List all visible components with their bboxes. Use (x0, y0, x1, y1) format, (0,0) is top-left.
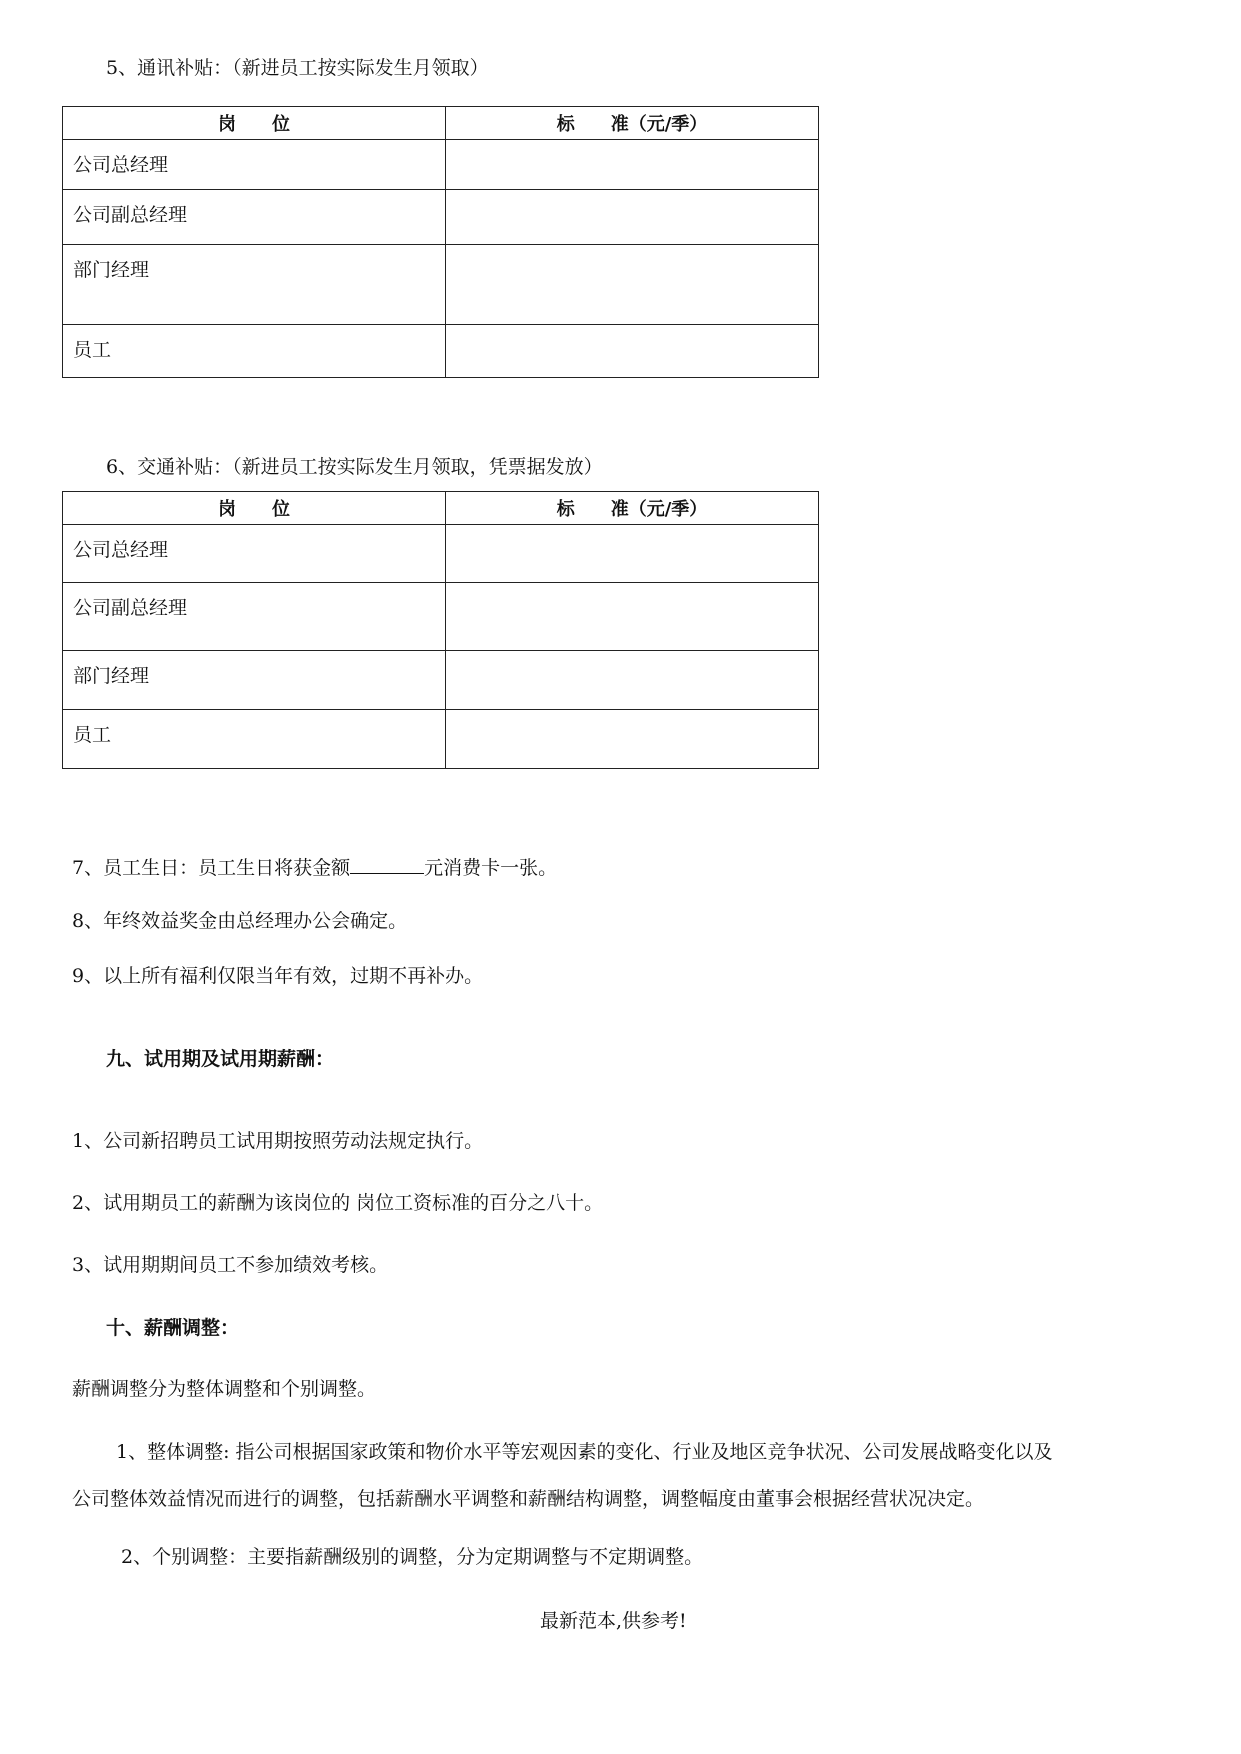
comm-allowance-table (62, 106, 819, 378)
ten-intro: 薪酬调整分为整体调整和个别调整。 (72, 1378, 377, 1400)
amount-blank (350, 853, 424, 874)
position-cell: 员工 (63, 325, 446, 378)
section-nine-title: 九、试用期及试用期薪酬： (106, 1048, 335, 1070)
standard-cell (446, 710, 819, 769)
table-row (63, 245, 819, 325)
nine-item-3: 3、试用期期间员工不参加绩效考核。 (72, 1254, 389, 1276)
standard-cell (446, 525, 819, 583)
position-cell: 公司总经理 (63, 140, 446, 190)
ten-item-2: 2、个别调整：主要指薪酬级别的调整，分为定期调整与不定期调整。 (121, 1546, 704, 1568)
standard-cell (446, 651, 819, 710)
standard-cell (446, 583, 819, 651)
ten-item-1-line-1: 1、整体调整: 指公司根据国家政策和物价水平等宏观因素的变化、行业及地区竞争状况、公司发展战略变化以及 (116, 1441, 1053, 1463)
section5-heading: 5、通讯补贴：（新进员工按实际发生月领取） (106, 57, 489, 79)
nine-item-1: 1、公司新招聘员工试用期按照劳动法规定执行。 (72, 1130, 484, 1152)
footer-note: 最新范本,供参考! (540, 1610, 687, 1632)
nine-item-2: 2、试用期员工的薪酬为该岗位的 岗位工资标准的百分之八十。 (72, 1192, 604, 1214)
column-header-standard: 标 准（元/季） (446, 492, 819, 525)
table-row (63, 525, 819, 583)
item-8: 8、年终效益奖金由总经理办公会确定。 (72, 910, 408, 932)
position-cell: 公司总经理 (63, 525, 446, 583)
table-row (63, 325, 819, 378)
item-7-text: 7、员工生日：员工生日将获金额 (72, 857, 351, 879)
position-cell: 员工 (63, 710, 446, 769)
column-header-position: 岗 位 (63, 107, 446, 140)
section-ten-title: 十、薪酬调整： (106, 1317, 240, 1339)
transport-allowance-table (62, 491, 819, 769)
section6-heading: 6、交通补贴：（新进员工按实际发生月领取，凭票据发放） (106, 456, 603, 478)
item-7-suffix: 元消费卡一张。 (424, 857, 558, 879)
table-row (63, 190, 819, 245)
table-row (63, 583, 819, 651)
ten-item-1-line-2: 公司整体效益情况而进行的调整，包括薪酬水平调整和薪酬结构调整，调整幅度由董事会根据经营状况决定。 (72, 1488, 985, 1510)
position-cell: 公司副总经理 (63, 583, 446, 651)
item-9: 9、以上所有福利仅限当年有效，过期不再补办。 (72, 965, 484, 987)
position-cell: 部门经理 (63, 245, 446, 325)
column-header-position: 岗 位 (63, 492, 446, 525)
standard-cell (446, 190, 819, 245)
standard-cell (446, 140, 819, 190)
position-cell: 部门经理 (63, 651, 446, 710)
standard-cell (446, 325, 819, 378)
table-row (63, 710, 819, 769)
item-7 (72, 853, 557, 880)
column-header-standard: 标 准（元/季） (446, 107, 819, 140)
table-row (63, 140, 819, 190)
table-row (63, 651, 819, 710)
position-cell: 公司副总经理 (63, 190, 446, 245)
standard-cell (446, 245, 819, 325)
